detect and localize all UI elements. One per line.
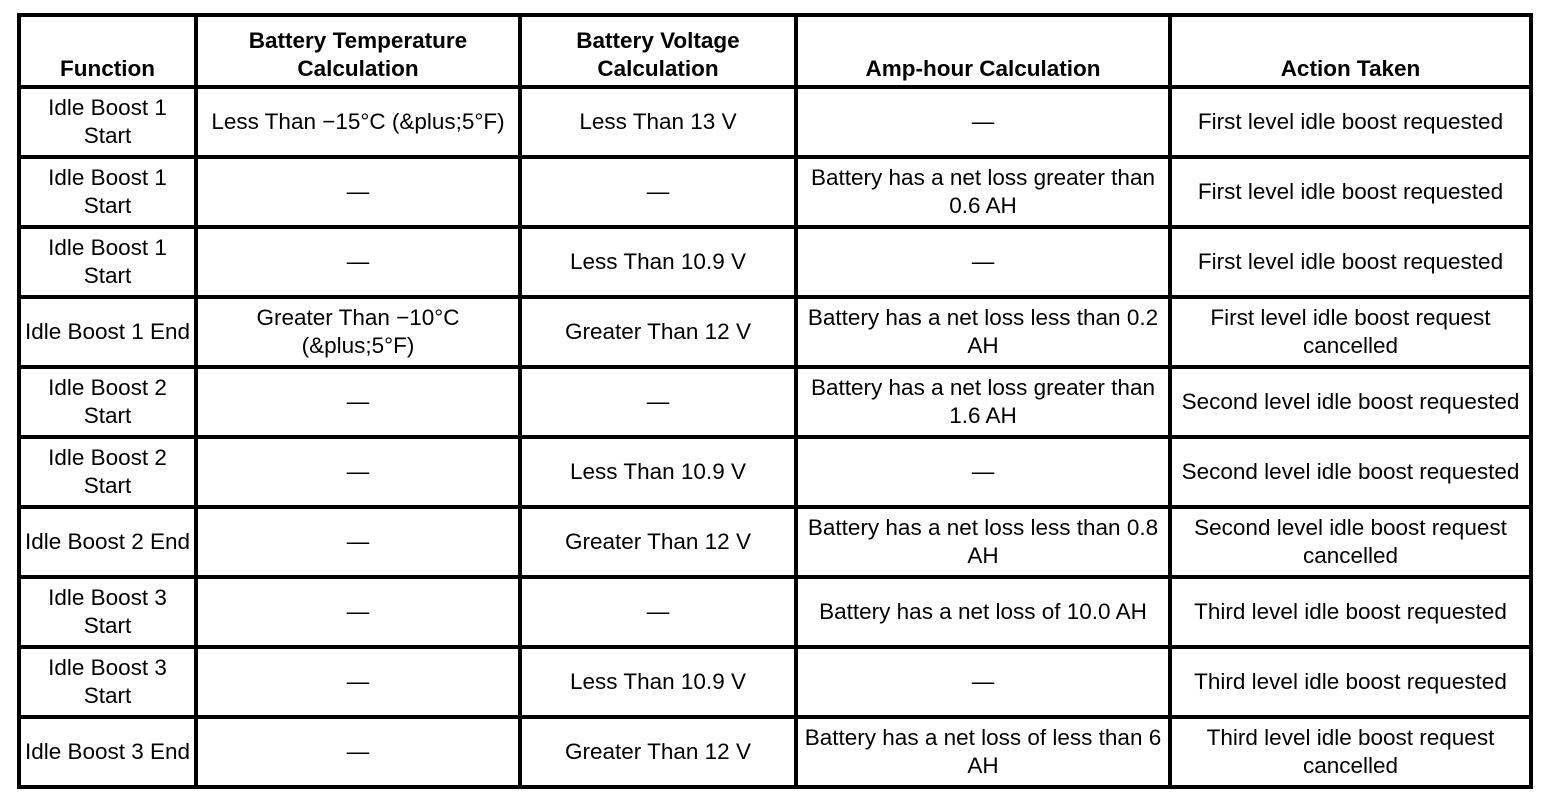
cell-voltage: Greater Than 12 V xyxy=(520,297,796,367)
cell-amp-hour: — xyxy=(796,647,1170,717)
cell-action: First level idle boost requested xyxy=(1170,157,1531,227)
cell-temperature: — xyxy=(196,717,520,787)
cell-amp-hour: Battery has a net loss greater than 0.6 AH xyxy=(796,157,1170,227)
cell-function: Idle Boost 3 Start xyxy=(19,647,196,717)
table-row xyxy=(19,297,1531,367)
cell-action: Third level idle boost requested xyxy=(1170,647,1531,717)
table-row xyxy=(19,717,1531,787)
cell-voltage: — xyxy=(520,577,796,647)
table-row xyxy=(19,647,1531,717)
cell-voltage: Greater Than 12 V xyxy=(520,507,796,577)
idle-boost-table xyxy=(17,13,1533,789)
cell-action: Second level idle boost requested xyxy=(1170,367,1531,437)
header-action-taken: Action Taken xyxy=(1170,15,1531,87)
cell-amp-hour: — xyxy=(796,227,1170,297)
cell-function: Idle Boost 2 End xyxy=(19,507,196,577)
cell-temperature: — xyxy=(196,647,520,717)
cell-amp-hour: Battery has a net loss less than 0.8 AH xyxy=(796,507,1170,577)
cell-function: Idle Boost 2 Start xyxy=(19,367,196,437)
cell-voltage: — xyxy=(520,367,796,437)
cell-amp-hour: Battery has a net loss greater than 1.6 AH xyxy=(796,367,1170,437)
cell-temperature: Greater Than −10°C (&plus;5°F) xyxy=(196,297,520,367)
cell-temperature: — xyxy=(196,157,520,227)
cell-action: First level idle boost request cancelled xyxy=(1170,297,1531,367)
cell-temperature: — xyxy=(196,507,520,577)
header-function: Function xyxy=(19,15,196,87)
table-row xyxy=(19,437,1531,507)
header-battery-temperature: Battery Temperature Calculation xyxy=(196,15,520,87)
cell-voltage: Less Than 10.9 V xyxy=(520,227,796,297)
table-row xyxy=(19,367,1531,437)
cell-temperature: — xyxy=(196,367,520,437)
table-row xyxy=(19,87,1531,157)
header-battery-voltage: Battery Voltage Calculation xyxy=(520,15,796,87)
cell-action: Third level idle boost request cancelled xyxy=(1170,717,1531,787)
cell-temperature: — xyxy=(196,437,520,507)
cell-function: Idle Boost 1 Start xyxy=(19,87,196,157)
cell-function: Idle Boost 1 Start xyxy=(19,157,196,227)
table-row xyxy=(19,507,1531,577)
cell-function: Idle Boost 1 End xyxy=(19,297,196,367)
table-row xyxy=(19,227,1531,297)
cell-function: Idle Boost 1 Start xyxy=(19,227,196,297)
header-amp-hour: Amp-hour Calculation xyxy=(796,15,1170,87)
cell-amp-hour: Battery has a net loss of 10.0 AH xyxy=(796,577,1170,647)
cell-temperature: Less Than −15°C (&plus;5°F) xyxy=(196,87,520,157)
cell-action: Second level idle boost request cancelled xyxy=(1170,507,1531,577)
cell-function: Idle Boost 3 Start xyxy=(19,577,196,647)
cell-amp-hour: Battery has a net loss less than 0.2 AH xyxy=(796,297,1170,367)
cell-voltage: Less Than 13 V xyxy=(520,87,796,157)
table-row xyxy=(19,577,1531,647)
cell-temperature: — xyxy=(196,577,520,647)
cell-amp-hour: Battery has a net loss of less than 6 AH xyxy=(796,717,1170,787)
cell-action: First level idle boost requested xyxy=(1170,87,1531,157)
cell-voltage: Less Than 10.9 V xyxy=(520,647,796,717)
cell-action: Third level idle boost requested xyxy=(1170,577,1531,647)
cell-action: Second level idle boost requested xyxy=(1170,437,1531,507)
cell-function: Idle Boost 2 Start xyxy=(19,437,196,507)
cell-voltage: — xyxy=(520,157,796,227)
cell-action: First level idle boost requested xyxy=(1170,227,1531,297)
table-row xyxy=(19,157,1531,227)
cell-function: Idle Boost 3 End xyxy=(19,717,196,787)
cell-amp-hour: — xyxy=(796,437,1170,507)
cell-voltage: Less Than 10.9 V xyxy=(520,437,796,507)
cell-temperature: — xyxy=(196,227,520,297)
cell-voltage: Greater Than 12 V xyxy=(520,717,796,787)
table-header-row xyxy=(19,15,1531,87)
cell-amp-hour: — xyxy=(796,87,1170,157)
